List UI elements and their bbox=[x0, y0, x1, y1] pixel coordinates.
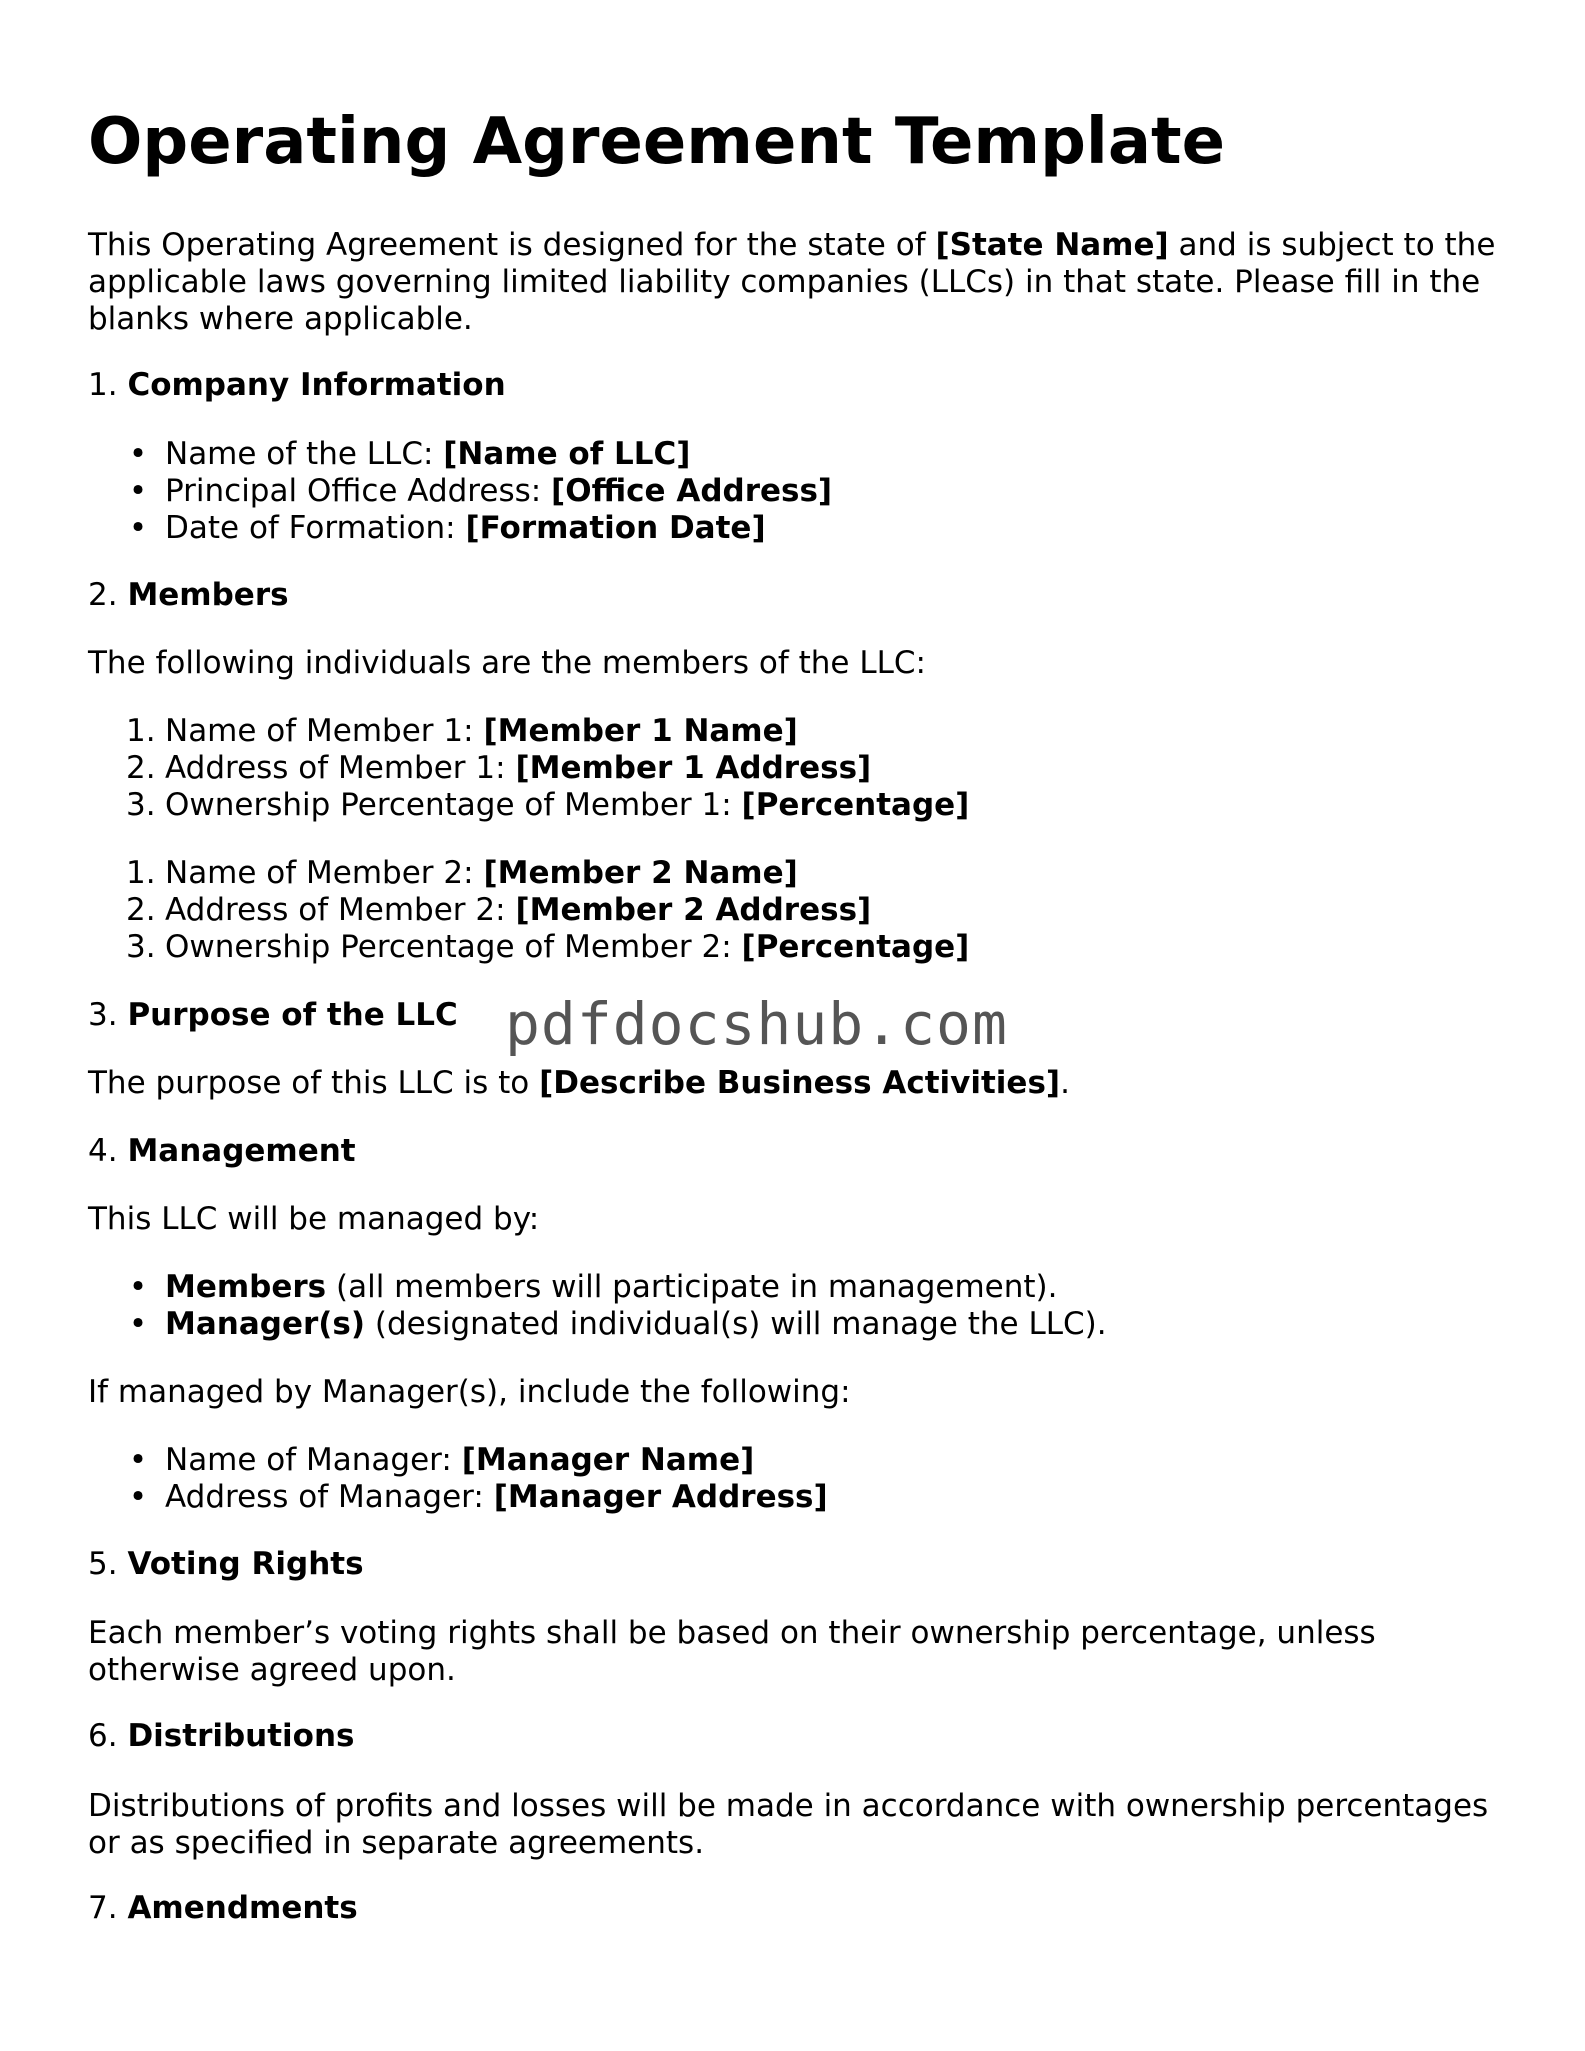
voting-paragraph: Each member’s voting rights shall be based on their ownership percentage, unless otherwise agreed upon. bbox=[88, 1615, 1376, 1688]
intro-text-2: and is subject to the applicable laws governing limited liability companies (LLCs) in that state. Please fill in the blanks where applicable. bbox=[88, 227, 1496, 337]
list-item-text bbox=[165, 750, 871, 787]
item-number: 1. bbox=[126, 855, 156, 891]
list-item-text bbox=[165, 1442, 754, 1479]
item-number: 1. bbox=[126, 713, 156, 749]
section-heading-members bbox=[88, 577, 289, 614]
list-item-text bbox=[165, 1479, 828, 1516]
bullet-icon: • bbox=[128, 436, 148, 472]
section-heading-amendments bbox=[88, 1890, 358, 1927]
management-intro: This LLC will be managed by: bbox=[88, 1201, 540, 1237]
watermark: pdfdocshub.com bbox=[505, 990, 1008, 1058]
members-intro: The following individuals are the members of the LLC: bbox=[88, 645, 926, 681]
section-number: 3. bbox=[88, 997, 128, 1033]
item-placeholder: [Name of LLC] bbox=[443, 436, 691, 472]
item-label: Date of Formation: bbox=[165, 510, 466, 546]
section-number: 7. bbox=[88, 1890, 128, 1926]
item-label: Ownership Percentage of Member 2: bbox=[165, 929, 742, 965]
manager-intro: If managed by Manager(s), include the following: bbox=[88, 1374, 851, 1410]
item-label: Name of Member 2: bbox=[165, 855, 484, 891]
item-placeholder: [Manager Address] bbox=[493, 1479, 828, 1515]
item-number: 2. bbox=[126, 892, 156, 928]
item-placeholder: [Member 1 Address] bbox=[515, 750, 872, 786]
item-label: Name of the LLC: bbox=[165, 436, 444, 472]
section-title: Management bbox=[127, 1133, 356, 1169]
list-item-text bbox=[165, 1306, 1107, 1343]
section-number: 4. bbox=[88, 1133, 128, 1169]
section-title: Distributions bbox=[127, 1718, 355, 1754]
list-item-text bbox=[165, 510, 766, 547]
purpose-paragraph bbox=[88, 1065, 1070, 1102]
item-number: 3. bbox=[126, 787, 156, 823]
item-placeholder: [Percentage] bbox=[741, 929, 970, 965]
item-label: Address of Member 1: bbox=[165, 750, 516, 786]
bullet-icon: • bbox=[128, 473, 148, 509]
bullet-icon: • bbox=[128, 1306, 148, 1342]
item-number: 2. bbox=[126, 750, 156, 786]
section-heading-purpose bbox=[88, 997, 458, 1034]
bullet-icon: • bbox=[128, 1269, 148, 1305]
list-item-text bbox=[165, 929, 969, 966]
section-title: Company Information bbox=[127, 367, 506, 403]
item-label: Name of Manager: bbox=[165, 1442, 462, 1478]
bullet-icon: • bbox=[128, 1442, 148, 1478]
list-item-text bbox=[165, 473, 832, 510]
section-heading-management bbox=[88, 1133, 356, 1170]
item-placeholder: [Percentage] bbox=[741, 787, 970, 823]
list-item-text bbox=[165, 855, 798, 892]
list-item-text bbox=[165, 787, 969, 824]
item-placeholder: [Member 2 Name] bbox=[483, 855, 798, 891]
option-title: Manager(s) bbox=[165, 1306, 366, 1342]
item-placeholder: [Formation Date] bbox=[465, 510, 766, 546]
item-placeholder: [Member 1 Name] bbox=[483, 713, 798, 749]
item-placeholder: [Manager Name] bbox=[461, 1442, 755, 1478]
list-item-text bbox=[165, 436, 690, 473]
option-title: Members bbox=[165, 1269, 327, 1305]
item-label: Name of Member 1: bbox=[165, 713, 484, 749]
bullet-icon: • bbox=[128, 510, 148, 546]
section-number: 2. bbox=[88, 577, 128, 613]
option-description: (all members will participate in management). bbox=[326, 1269, 1058, 1305]
section-title: Members bbox=[127, 577, 289, 613]
section-heading-company-information bbox=[88, 367, 506, 404]
option-description: (designated individual(s) will manage the LLC). bbox=[365, 1306, 1107, 1342]
distributions-paragraph: Distributions of profits and losses will be made in accordance with ownership percentages or as specified in separate agreements. bbox=[88, 1788, 1489, 1861]
section-title: Amendments bbox=[127, 1890, 358, 1926]
item-placeholder: [Member 2 Address] bbox=[515, 892, 872, 928]
item-number: 3. bbox=[126, 929, 156, 965]
page-title: Operating Agreement Template bbox=[88, 105, 1225, 179]
section-title: Purpose of the LLC bbox=[127, 997, 458, 1033]
section-heading-distributions bbox=[88, 1718, 355, 1755]
list-item-text bbox=[165, 892, 871, 929]
list-item-text bbox=[165, 713, 798, 750]
state-name-placeholder: [State Name] bbox=[935, 227, 1169, 263]
item-label: Address of Manager: bbox=[165, 1479, 494, 1515]
section-heading-voting-rights bbox=[88, 1546, 364, 1583]
item-placeholder: [Office Address] bbox=[551, 473, 833, 509]
bullet-icon: • bbox=[128, 1479, 148, 1515]
purpose-placeholder: [Describe Business Activities] bbox=[539, 1065, 1061, 1101]
section-number: 6. bbox=[88, 1718, 128, 1754]
section-title: Voting Rights bbox=[127, 1546, 364, 1582]
intro-text-1: This Operating Agreement is designed for the state of bbox=[88, 227, 936, 263]
intro-paragraph bbox=[88, 227, 1508, 338]
item-label: Ownership Percentage of Member 1: bbox=[165, 787, 742, 823]
item-label: Address of Member 2: bbox=[165, 892, 516, 928]
section-number: 1. bbox=[88, 367, 128, 403]
purpose-text: The purpose of this LLC is to bbox=[88, 1065, 540, 1101]
item-label: Principal Office Address: bbox=[165, 473, 552, 509]
list-item-text bbox=[165, 1269, 1058, 1306]
section-number: 5. bbox=[88, 1546, 128, 1582]
purpose-period: . bbox=[1060, 1065, 1070, 1101]
